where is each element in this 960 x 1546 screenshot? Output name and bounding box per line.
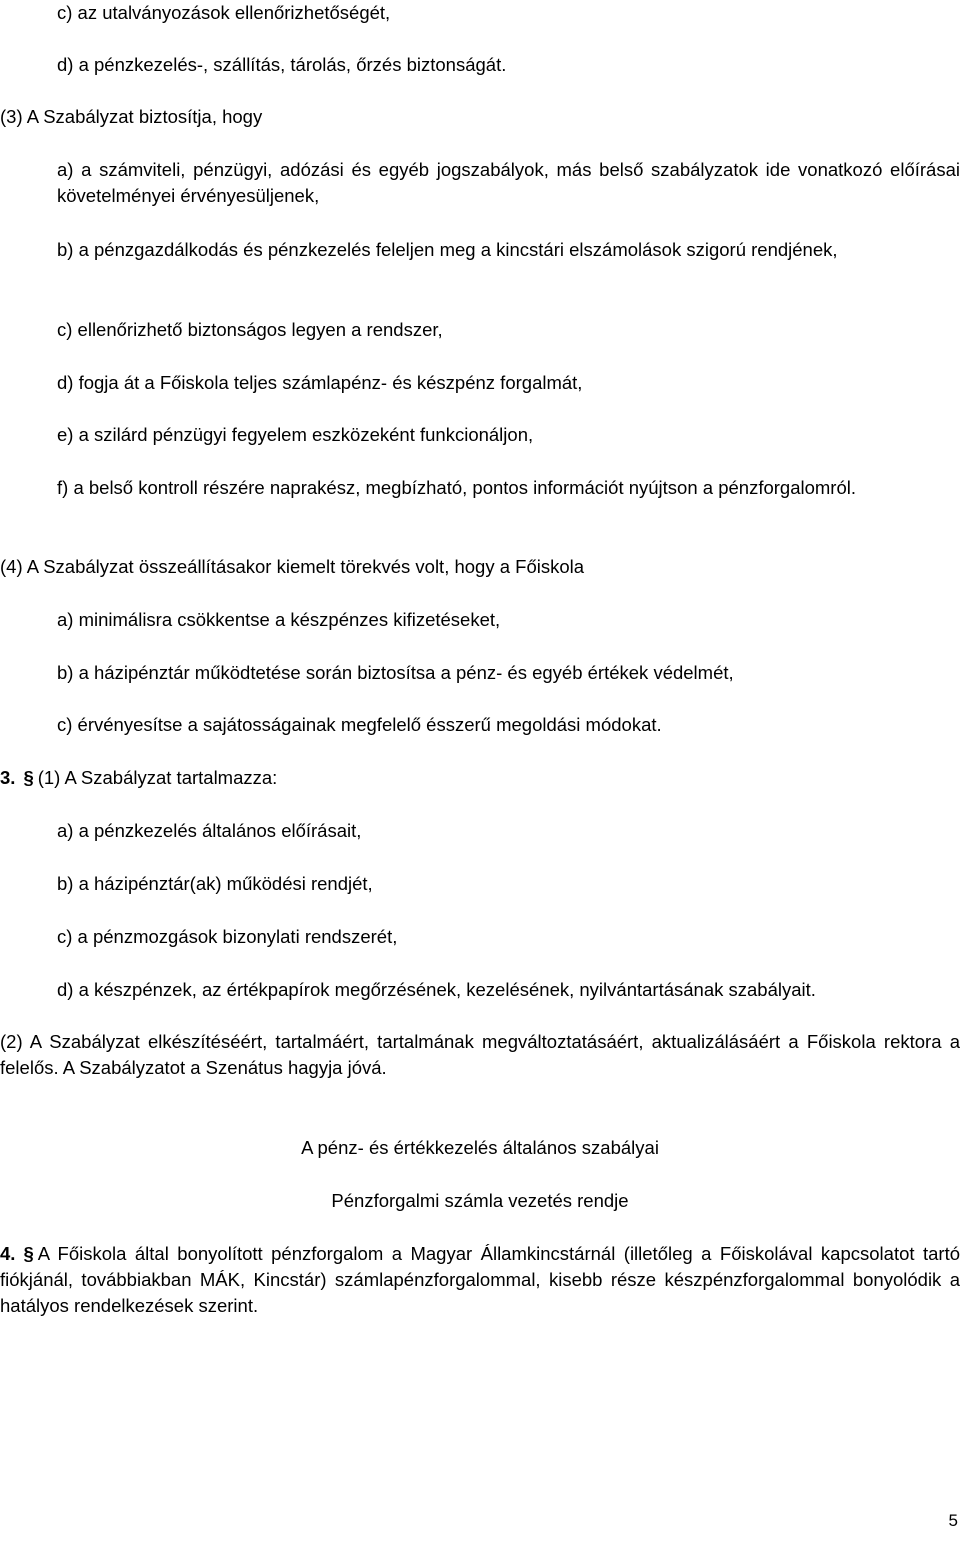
section-4-paragraph xyxy=(0,1241,960,1319)
list-item: c) a pénzmozgások bizonylati rendszerét, xyxy=(57,926,398,947)
subchapter-heading: Pénzforgalmi számla vezetés rendje xyxy=(331,1190,629,1211)
section-number: 3. xyxy=(0,767,16,788)
list-item: c) az utalványozások ellenőrizhetőségét, xyxy=(57,2,391,23)
section-3-paragraph-2: (2) A Szabályzat elkészítéséért, tartalmáért, tartalmának megváltoztatásáért, aktualizálásáért a Főiskola rektora a felelős. A Szabályzatot a Szenátus hagyja jóvá. xyxy=(0,1031,960,1078)
list-item: b) a házipénztár működtetése során biztosítsa a pénz- és egyéb értékek védelmét, xyxy=(57,662,734,683)
section-sign: § xyxy=(23,1243,34,1264)
paragraph-4-intro: (4) A Szabályzat összeállításakor kiemelt törekvés volt, hogy a Főiskola xyxy=(0,556,585,577)
list-item: c) érvényesítse a sajátosságainak megfelelő ésszerű megoldási módokat. xyxy=(57,714,662,735)
list-item: c) ellenőrizhető biztonságos legyen a rendszer, xyxy=(57,319,443,340)
paragraph-3-intro: (3) A Szabályzat biztosítja, hogy xyxy=(0,106,263,127)
section-number: 4. xyxy=(0,1243,16,1264)
page-number: 5 xyxy=(948,1511,958,1530)
section-sign: § xyxy=(23,767,34,788)
list-item: a) a pénzkezelés általános előírásait, xyxy=(57,820,362,841)
list-item: f) a belső kontroll részére naprakész, megbízható, pontos információt nyújtson a pénzforgalomról. xyxy=(57,477,856,498)
section-3-intro: (1) A Szabályzat tartalmazza: xyxy=(37,767,278,788)
list-item: a) a számviteli, pénzügyi, adózási és egyéb jogszabályok, más belső szabályzatok ide vonatkozó előírásai követelményei érvényesüljenek, xyxy=(57,159,960,206)
list-item: b) a pénzgazdálkodás és pénzkezelés feleljen meg a kincstári elszámolások szigorú rendjének, xyxy=(57,239,838,260)
list-item: d) fogja át a Főiskola teljes számlapénz- és készpénz forgalmát, xyxy=(57,372,583,393)
section-4-text: A Főiskola által bonyolított pénzforgalom a Magyar Államkincstárnál (illetőleg a Főiskolával kapcsolatot tartó fiókjánál, továbbiakban MÁK, Kincstár) számlapénzforgalommal, kisebb része készpénzforgalommal bonyolódik a hatályos rendelkezések szerint. xyxy=(0,1243,960,1316)
section-3-heading xyxy=(0,765,960,791)
list-item: e) a szilárd pénzügyi fegyelem eszközeként funkcionáljon, xyxy=(57,424,534,445)
chapter-heading: A pénz- és értékkezelés általános szabályai xyxy=(301,1137,659,1158)
list-item: d) a pénzkezelés-, szállítás, tárolás, őrzés biztonságát. xyxy=(57,54,507,75)
list-item: d) a készpénzek, az értékpapírok megőrzésének, kezelésének, nyilvántartásának szabályait. xyxy=(57,979,816,1000)
list-item: a) minimálisra csökkentse a készpénzes kifizetéseket, xyxy=(57,609,501,630)
list-item: b) a házipénztár(ak) működési rendjét, xyxy=(57,873,373,894)
